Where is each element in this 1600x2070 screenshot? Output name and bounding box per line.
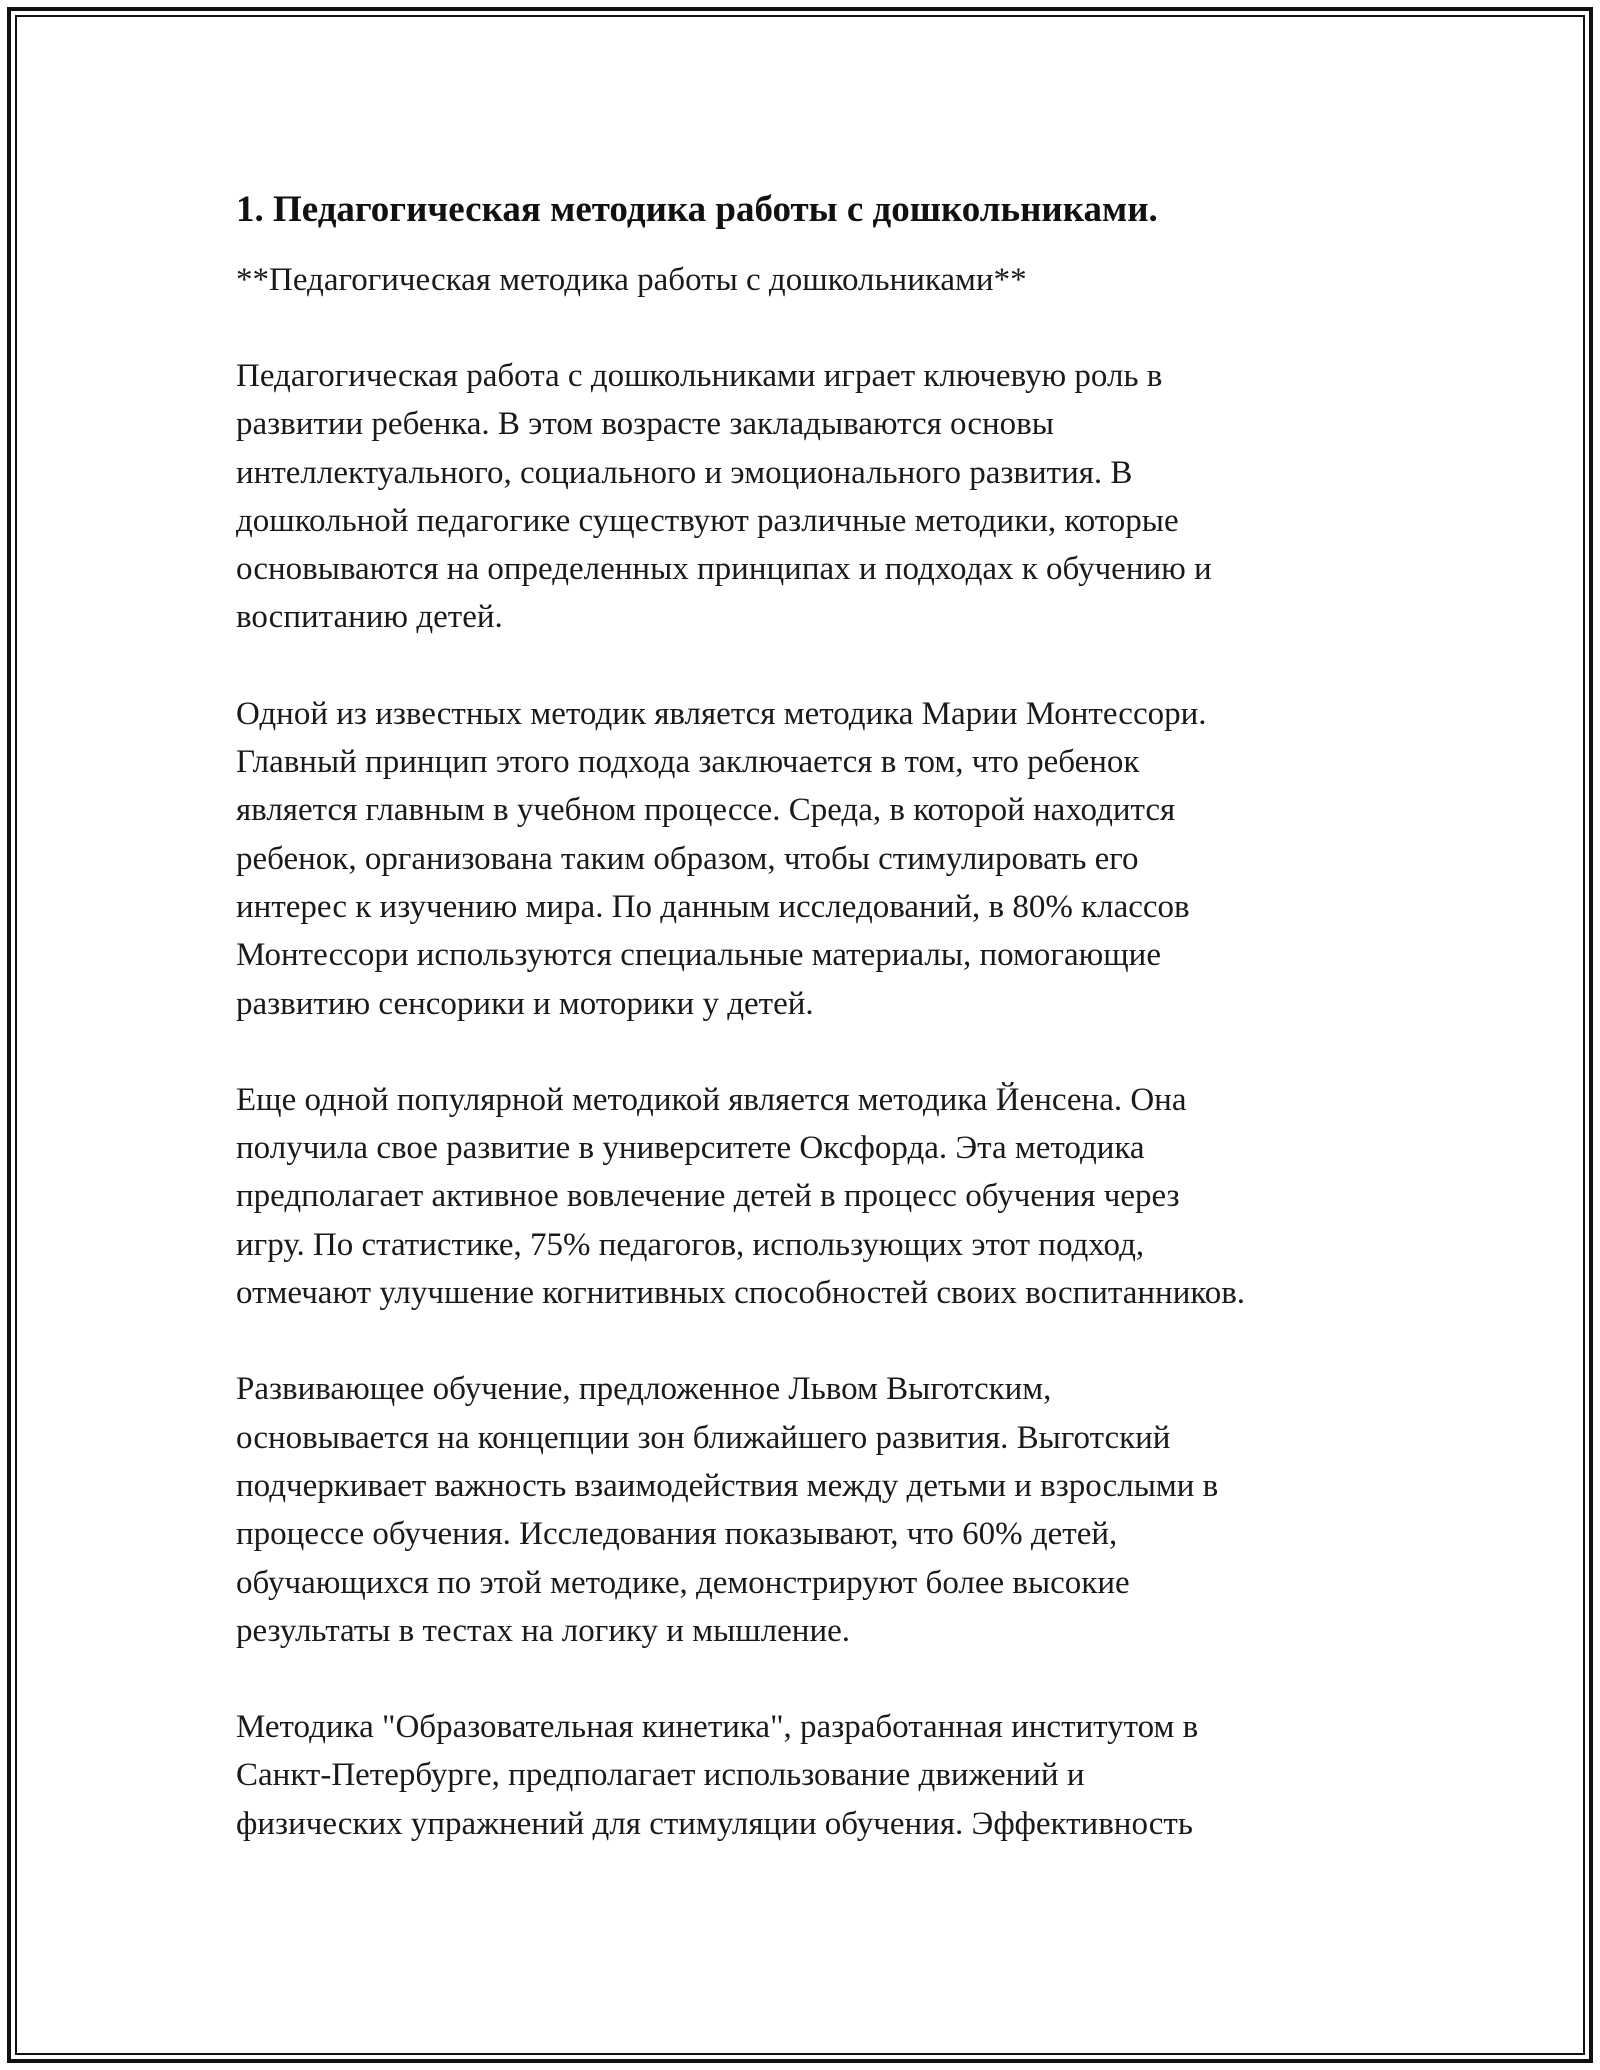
text-line: интерес к изучению мира. По данным исследований, в 80% классов xyxy=(236,888,1190,925)
text-line: развитию сенсорики и моторики у детей. xyxy=(236,985,814,1022)
text-line: физических упражнений для стимуляции обучения. Эффективность xyxy=(236,1805,1193,1842)
text-line: является главным в учебном процессе. Среда, в которой находится xyxy=(236,792,1176,829)
text-line: предполагает активное вовлечение детей в процесс обучения через xyxy=(236,1178,1180,1215)
text-line: развитии ребенка. В этом возрасте закладываются основы xyxy=(236,406,1054,443)
text-line: Методика "Образовательная кинетика", разработанная институтом в xyxy=(236,1709,1199,1746)
text-line: результаты в тестах на логику и мышление. xyxy=(236,1612,850,1649)
text-line: основываются на определенных принципах и подходах к обучению и xyxy=(236,551,1212,588)
text-line: отмечают улучшение когнитивных способностей своих воспитанников. xyxy=(236,1275,1246,1312)
text-line: основывается на концепции зон ближайшего развития. Выготский xyxy=(236,1419,1171,1456)
page-title: 1. Педагогическая методика работы с дошкольниками. xyxy=(236,189,1158,230)
text-line: Развивающее обучение, предложенное Львом Выготским, xyxy=(236,1371,1052,1408)
paragraph-montessori xyxy=(236,690,1406,1028)
paragraph-kinetics xyxy=(236,1703,1406,1848)
text-line: игру. По статистике, 75% педагогов, использующих этот подход, xyxy=(236,1226,1145,1263)
text-line: Монтессори используются специальные материалы, помогающие xyxy=(236,937,1161,974)
text-line: Еще одной популярной методикой является методика Йенсена. Она xyxy=(236,1081,1187,1118)
text-line: получила свое развитие в университете Оксфорда. Эта методика xyxy=(236,1130,1145,1167)
paragraph-jensen xyxy=(236,1076,1406,1317)
text-line: обучающихся по этой методике, демонстрируют более высокие xyxy=(236,1564,1130,1601)
text-line: Педагогическая работа с дошкольниками играет ключевую роль в xyxy=(236,358,1163,394)
text-line: Санкт-Петербурге, предполагает использование движений и xyxy=(236,1757,1085,1794)
text-line: процессе обучения. Исследования показывают, что 60% детей, xyxy=(236,1516,1118,1553)
text-line: ребенок, организована таким образом, чтобы стимулировать его xyxy=(236,840,1139,877)
text-line: Одной из известных методик является методика Марии Монтессори. xyxy=(236,695,1207,732)
text-line: подчеркивает важность взаимодействия между детьми и взрослыми в xyxy=(236,1467,1219,1504)
paragraph-intro xyxy=(236,352,1406,642)
text-line: интеллектуального, социального и эмоционального развития. В xyxy=(236,454,1133,491)
text-line: Главный принцип этого подхода заключается в том, что ребенок xyxy=(236,744,1140,781)
document-body xyxy=(236,186,1406,1896)
subtitle: **Педагогическая методика работы с дошкольниками** xyxy=(236,262,1027,298)
text-line: воспитанию детей. xyxy=(236,599,503,636)
text-line: дошкольной педагогике существуют различные методики, которые xyxy=(236,502,1179,539)
paragraph-vygotsky xyxy=(236,1365,1406,1655)
